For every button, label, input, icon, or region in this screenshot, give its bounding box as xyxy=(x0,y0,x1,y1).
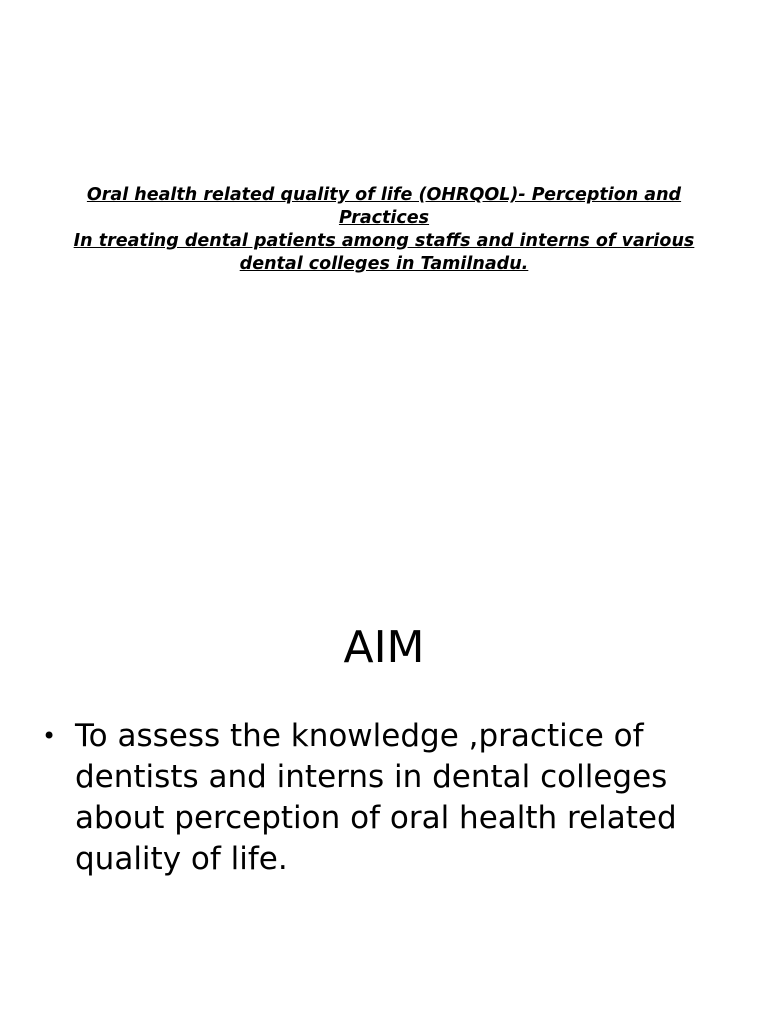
aim-bullet-list xyxy=(40,716,730,880)
title-line-2: In treating dental patients among staffs and interns of various dental colleges in Tamilnadu. xyxy=(73,231,695,274)
aim-slide xyxy=(0,512,768,1024)
bullet-icon: • xyxy=(42,722,57,750)
aim-heading: AIM xyxy=(343,622,425,673)
aim-bullet-item xyxy=(40,716,730,880)
title-line-1: Oral health related quality of life (OHRQOL)- Perception and Practices xyxy=(86,185,682,228)
aim-bullet-text: To assess the knowledge ,practice of dentists and interns in dental colleges about perception of oral health related quality of life. xyxy=(75,718,677,877)
presentation-title xyxy=(60,184,708,276)
